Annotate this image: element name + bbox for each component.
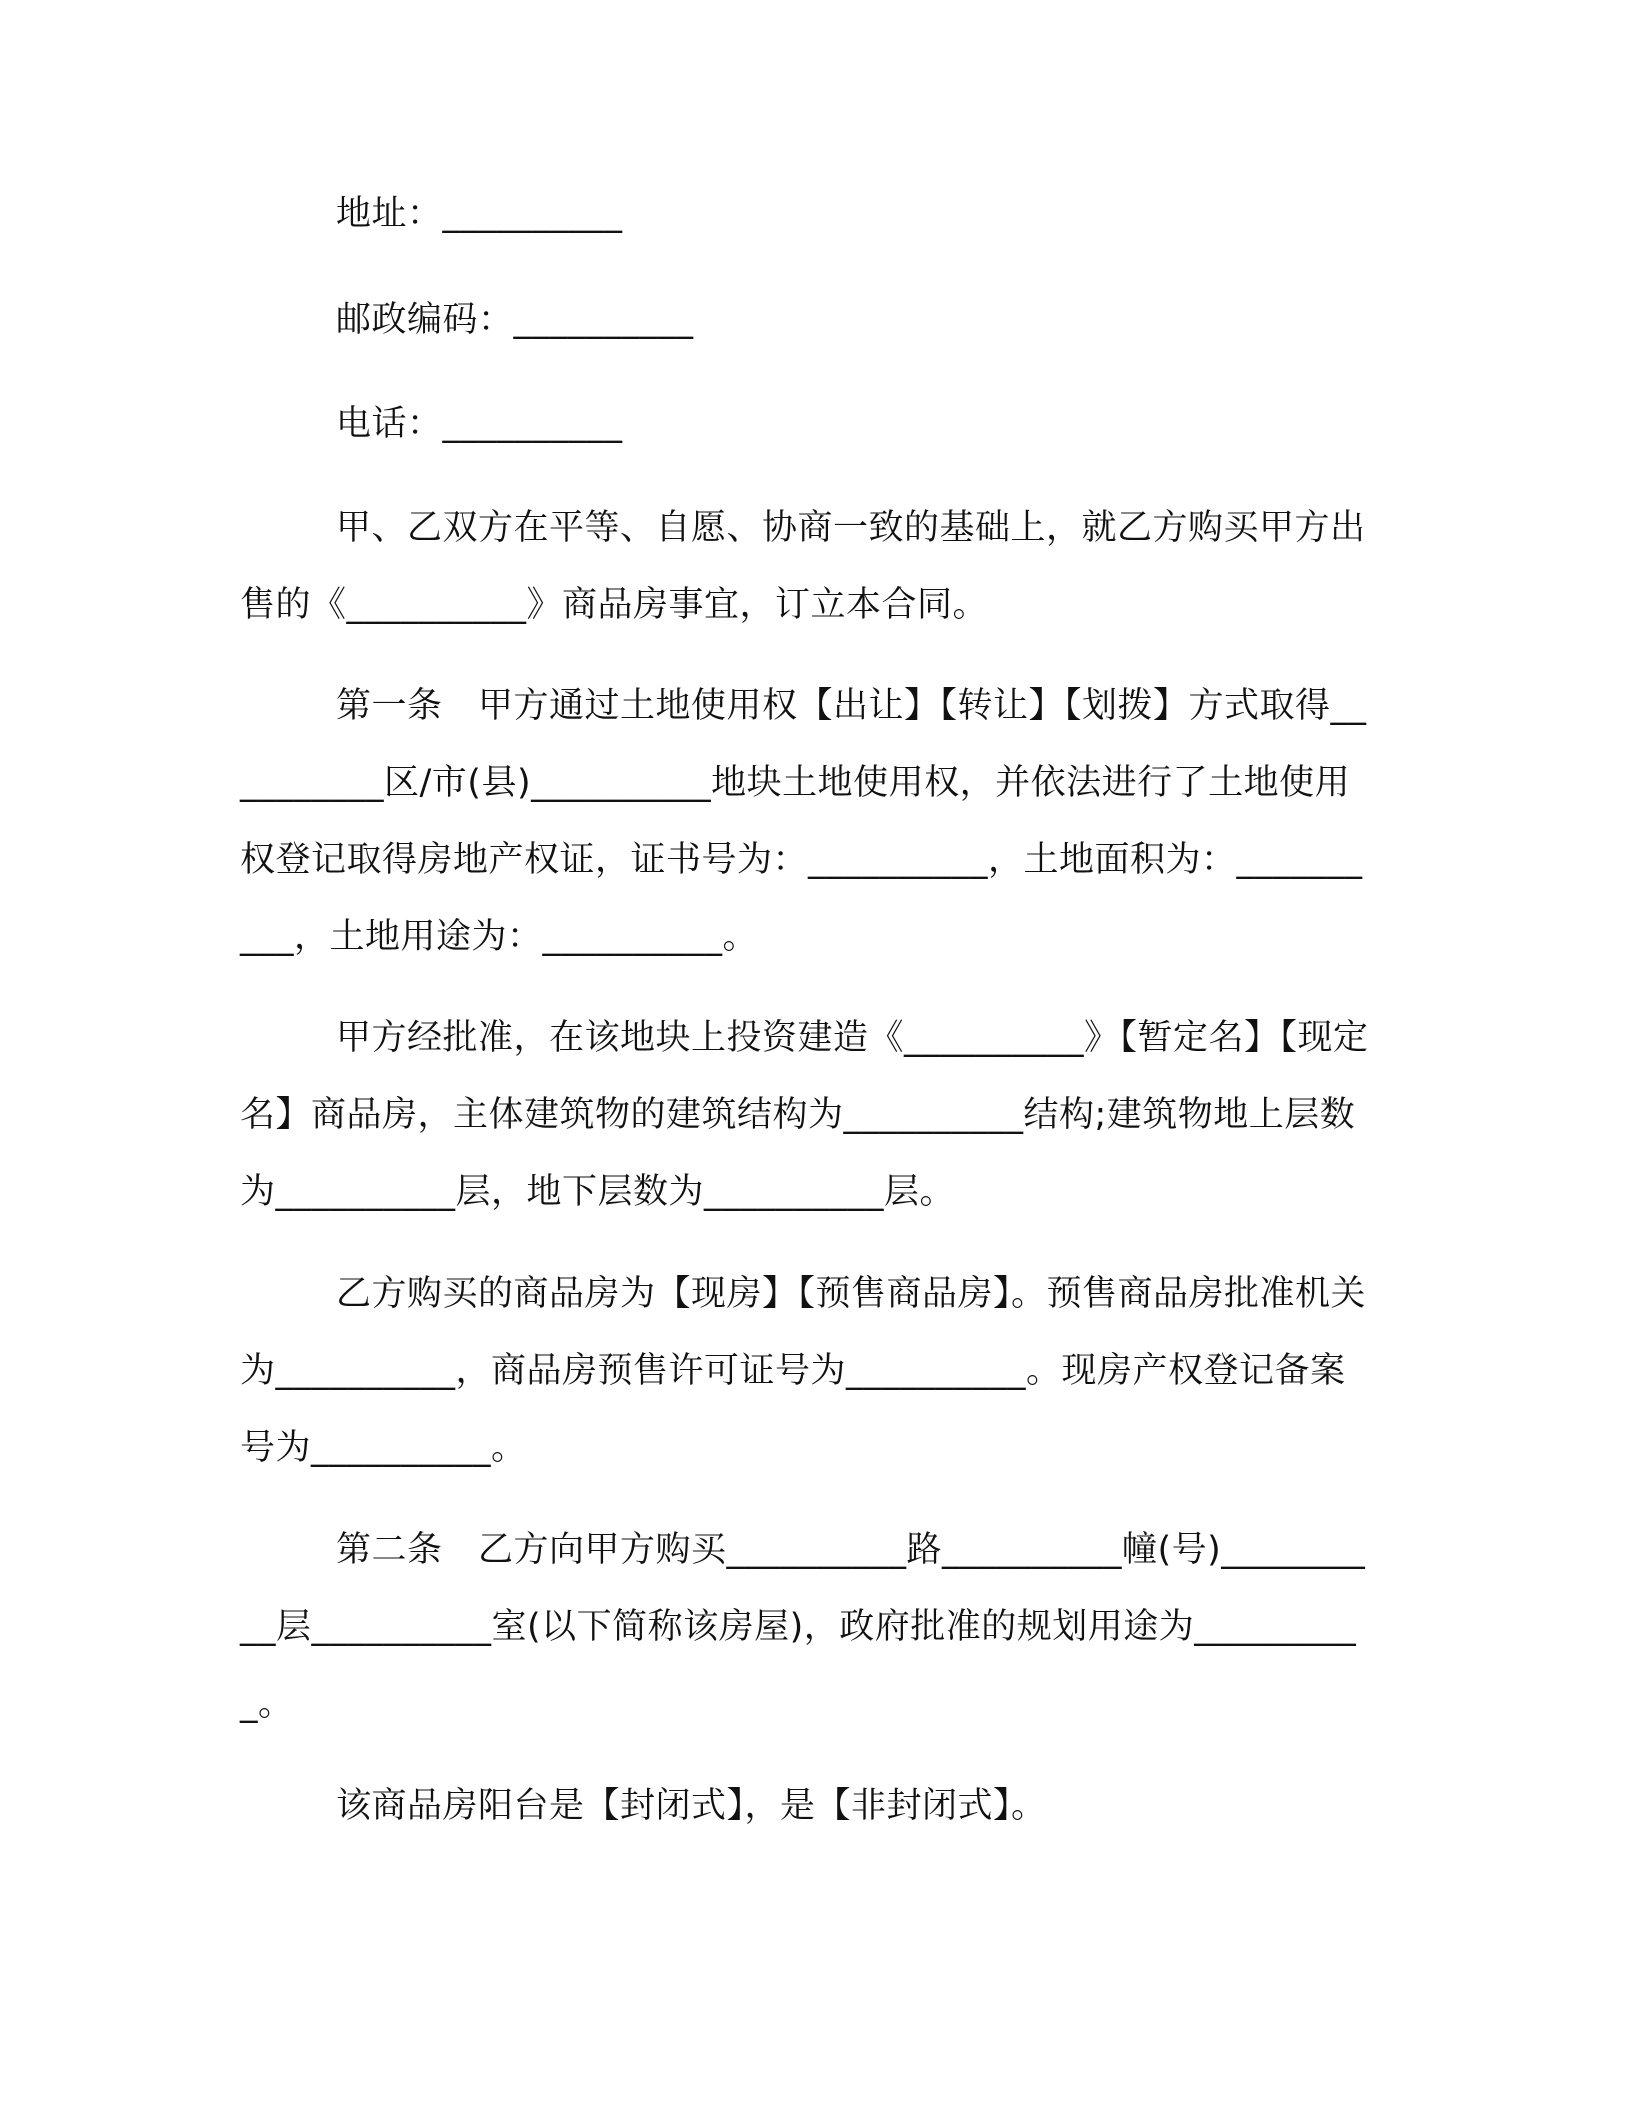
balcony-paragraph: 该商品房阳台是【封闭式】，是【非封闭式】。 bbox=[336, 1786, 1047, 1826]
article-two-paragraph: 第二条 乙方向甲方购买__________路__________幢(号)__________层__________室(以下简称该房屋)，政府批准的规划用途为__________。 bbox=[240, 1530, 1366, 1724]
phone-line: 电话：__________ bbox=[336, 404, 623, 444]
construction-paragraph: 甲方经批准，在该地块上投资建造《__________》【暂定名】【现定名】商品房，主体建筑物的建筑结构为__________结构;建筑物地上层数为__________层，地下层数为__________层。 bbox=[240, 1018, 1369, 1212]
postal-code-line: 邮政编码：__________ bbox=[336, 300, 694, 340]
article-one-paragraph: 第一条 甲方通过土地使用权【出让】【转让】【划拨】方式取得__________区/市(县)__________地块土地使用权，并依法进行了土地使用权登记取得房地产权证，证书号为：__________，土地面积为：__________，土地用途为：__________。 bbox=[240, 686, 1367, 957]
preamble-paragraph: 甲、乙双方在平等、自愿、协商一致的基础上，就乙方购买甲方出售的《__________》商品房事宜，订立本合同。 bbox=[240, 508, 1366, 625]
presale-paragraph: 乙方购买的商品房为【现房】【预售商品房】。预售商品房批准机关为__________，商品房预售许可证号为__________。现房产权登记备案号为__________。 bbox=[240, 1274, 1367, 1468]
address-line: 地址：__________ bbox=[336, 194, 623, 234]
